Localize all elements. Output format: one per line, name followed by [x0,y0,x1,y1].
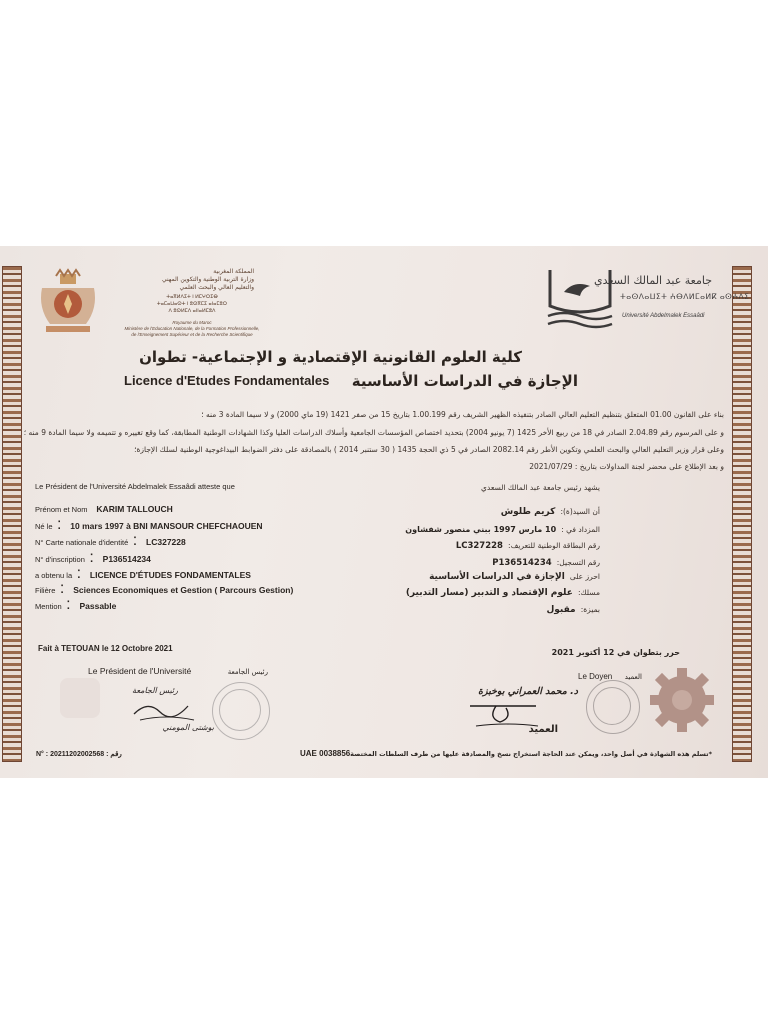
field-label: Filière [35,586,56,595]
field-value: LC327228 [455,541,503,551]
university-logo-watermark [60,678,100,718]
field-label: Mention [35,602,62,611]
field-value: كريم طلوش [500,507,556,517]
president-label-ar: رئيس الجامعة [227,668,268,676]
field-label: احرز على [569,572,600,581]
field-value: Passable [79,601,117,611]
field-value: 10 مارس 1997 ببني منصور شفشاون [405,525,557,534]
field-filiere-fr: Filière : Sciences Economiques et Gestion ( Parcours Gestion) [35,580,294,597]
legal-line-1: بناء على القانون 01.00 المتعلق بتنظيم التعليم العالي الصادر بتنفيذه الظهير الشريف رقم 1.00.199 بتاريخ 15 من صفر 1421 (19 ماي 2000) و لا سيما المادة 3 منه ؛ [201,410,724,419]
attestation-french: Le Président de l'Université Abdelmalek Essaâdi atteste que [35,482,235,491]
ministry-arabic-line-3: والتعليم العالي والبحث العلمي [179,284,254,291]
president-label-fr: Le Président de l'Université [88,666,192,676]
field-value: الإجازة في الدراسات الأساسية [429,572,565,582]
dean-name-arabic: د. محمد العمراني بوخبزة [477,686,578,697]
university-name-french: Université Abdelmalek Essaâdi [622,313,705,319]
field-label: المزداد في : [561,525,600,534]
decorative-border-right [732,266,752,762]
gear-seal-icon [646,664,718,736]
field-value: LC327228 [146,537,186,547]
ministry-tifinagh-line-3: ⴷ ⵓⵙⵍⵎⴷ ⴰⵏⵏⴰⵍⵎⵓⴷ [168,308,216,314]
field-mention-ar [546,597,600,616]
faculty-stamp [586,680,640,734]
president-stamp [212,682,270,740]
decorative-border-left [2,266,22,762]
university-name-arabic: جامعة عبد المالك السعدي [593,274,712,287]
ministry-french-line-2: Ministère de l'Education Nationale, de la Formation Professionnelle, [124,326,260,331]
legal-line-3: وعلى قرار وزير التعليم العالي والبحث العلمي وتكوين الأطر رقم 2082.14 الصادر في 5 ذي الحجة 1435 ( 30 ستنبر 2014 ) بالمصادقة على دفتر الضوابط البيداغوجية الوطنية لسلك الإجازة؛ [134,445,724,454]
field-label: أن السيد(ة): [560,507,600,516]
certificate-number: N° : 20211202002568 : رقم [36,751,122,758]
footer-note-arabic: *تسلم هذه الشهادة في أصل واحد، ويمكن عند الحاجة استخراج نسخ والمصادقة عليها من طرف السلطات المختصة [350,750,712,758]
field-value: P136514234 [102,554,151,564]
dean-label-ar: العميد [624,673,642,681]
field-label: a obtenu la [35,571,73,580]
field-value: KARIM TALLOUCH [96,504,173,514]
issue-place-date-ar: حرر بتطوان في 12 أكتوبر 2021 [551,648,680,657]
attestation-arabic: يشهد رئيس جامعة عبد المالك السعدي [481,483,600,492]
degree-title-arabic: الإجازة في الدراسات الأساسية [351,372,578,390]
dean-signature-label: العميد [528,724,558,735]
field-value: LICENCE D'ÉTUDES FONDAMENTALES [89,570,251,580]
field-label: Né le [35,522,53,531]
field-value: مقبول [546,605,576,615]
ministry-french-line-3: de l'Enseignement Supérieur et de la Recherche Scientifique [131,332,253,337]
field-value: 10 mars 1997 à BNI MANSOUR CHEFCHAOUEN [70,521,263,531]
ministry-arabic-line-1: المملكة المغربية [213,268,254,275]
degree-title-french: Licence d'Etudes Fondamentales [124,373,330,388]
field-birth-fr: Né le : 10 mars 1997 à BNI MANSOUR CHEFCHAOUEN [35,516,263,533]
uae-code: UAE 0038856 [300,749,351,758]
field-name-fr [35,499,173,517]
field-cin-fr: N° Carte nationale d'identité : LC327228 [35,532,186,549]
ministry-french-line-1: Royaume du Maroc [172,320,212,325]
ministry-tifinagh-line-2: ⵜⴰⵎⴰⵡⴰⵙⵜ ⵏ ⵓⵙⴳⵎⵉ ⴰⵏⴰⵎⵓⵔ [156,301,228,307]
ministry-tifinagh-line-1: ⵜⴰⴳⵍⴷⵉⵜ ⵏ ⵍⵎⵖⵔⵉⴱ [166,294,218,300]
president-signature-text [132,686,178,696]
legal-line-2: و على المرسوم رقم 2.04.89 الصادر في 18 من ربيع الأخر 1425 (7 يونيو 2004) بتحديد اختصاص المؤسسات الجامعية وأسلاك الدراسات العليا وكذا الشهادات الوطنية المطابقة، كما وقع تغييره و تتميمه ولا سيما المادة 9 منه ؛ [23,428,724,437]
field-mention-fr: Mention : Passable [35,596,117,613]
field-value: Sciences Economiques et Gestion ( Parcours Gestion) [73,585,294,595]
field-label: رقم التسجيل: [556,558,600,567]
coat-of-arms-emblem [36,268,100,336]
field-name-ar [501,499,600,518]
field-value: علوم الإقتصاد و التدبير (مسار التدبير) [405,588,573,598]
field-label: Prénom et Nom [35,505,88,514]
field-label: N° d'inscription [35,555,85,564]
signature-line: رئيس الجامعة [132,686,178,695]
faculty-title-arabic: كلية العلوم القانونية الإقتصادية و الإجتماعية- تطوان [139,348,522,366]
legal-line-4: و بعد الإطلاع على محضر لجنة المداولات بتاريخ : 2021/07/29 [529,462,724,471]
issue-place-date-fr: Fait à TETOUAN le 12 Octobre 2021 [38,644,173,653]
field-label: مسلك: [577,588,600,597]
field-label: N° Carte nationale d'identité [35,538,129,547]
field-label: بميزة: [580,605,600,614]
ministry-arabic-line-2: وزارة التربية الوطنية والتكوين المهني [161,276,254,283]
dean-label-fr: Le Doyen [578,672,613,681]
field-label: رقم البطاقة الوطنية للتعريف: [508,541,600,550]
field-value: P136514234 [492,558,552,568]
university-name-tifinagh: ⵜⴰⵙⴷⴰⵡⵉⵜ ⵄⴱⴷⵍⵎⴰⵍⴽ ⴰⵙⵄⴷⵉ [620,292,750,301]
president-signature-name: بوشتى المومني [162,723,214,732]
field-degree-fr: a obtenu la : LICENCE D'ÉTUDES FONDAMENTALES [35,565,251,582]
field-inscription-fr: N° d'inscription : P136514234 [35,549,151,566]
